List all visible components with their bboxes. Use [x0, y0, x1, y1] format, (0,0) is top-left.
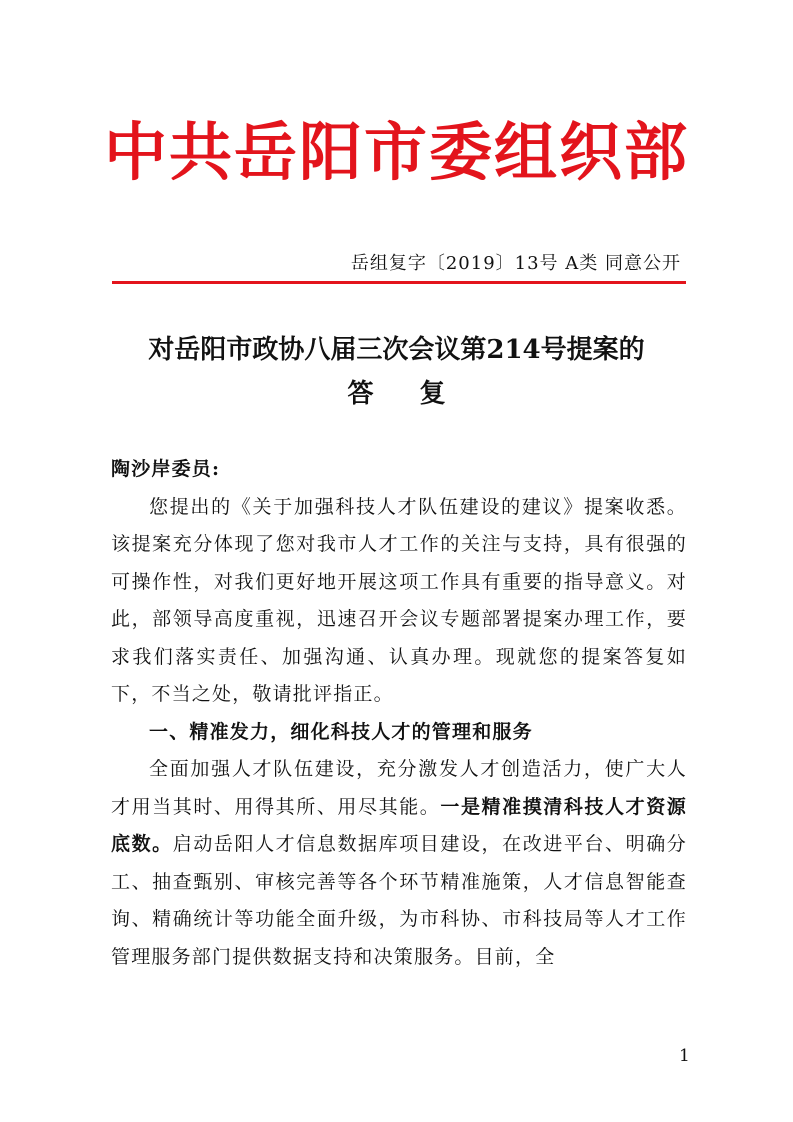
paragraph-lead: 全面加强人才队伍建设，充分激发人才创造活力，使广大人才用当其时、用得其所、用尽其能。 — [111, 758, 687, 818]
document-title — [0, 328, 793, 416]
salutation: 陶沙岸委员: — [111, 458, 221, 480]
page-number: 1 — [679, 1046, 690, 1066]
masthead-title: 中共岳阳市委组织部 — [104, 115, 689, 189]
paragraph-bold-point: 一是精准摸清科技人才资源底数。 — [111, 795, 687, 855]
document-number: 岳组复字〔2019〕13号 A类 同意公开 — [350, 253, 681, 274]
section-heading-1: 一、精准发力，细化科技人才的管理和服务 — [149, 720, 533, 743]
paragraph-intro: 您提出的《关于加强科技人才队伍建设的建议》提案收悉。该提案充分体现了您对我市人才工作的关注与支持，具有很强的可操作性，对我们更好地开展这项工作具有重要的指导意义。对此，部领导高度重视，迅速召开会议专题部署提案办理工作，要求我们落实责任、加强沟通、认真办理。现就您的提案答复如下，不当之处，敬请批评指正。 — [111, 495, 687, 705]
paragraph-rest: 启动岳阳人才信息数据库项目建设，在改进平台、明确分工、抽查甄别、审核完善等各个环节精准施策，人才信息智能查询、精确统计等功能全面升级，为市科协、市科技局等人才工作管理服务部门提供数据支持和决策服务。目前，全 — [111, 833, 687, 968]
title-line-1: 对岳阳市政协八届三次会议第214号提案的 — [148, 335, 645, 365]
title-line-2: 答复 — [347, 379, 492, 409]
red-divider-line — [112, 281, 686, 284]
document-body — [111, 451, 687, 976]
paragraph-section-1 — [111, 751, 687, 976]
